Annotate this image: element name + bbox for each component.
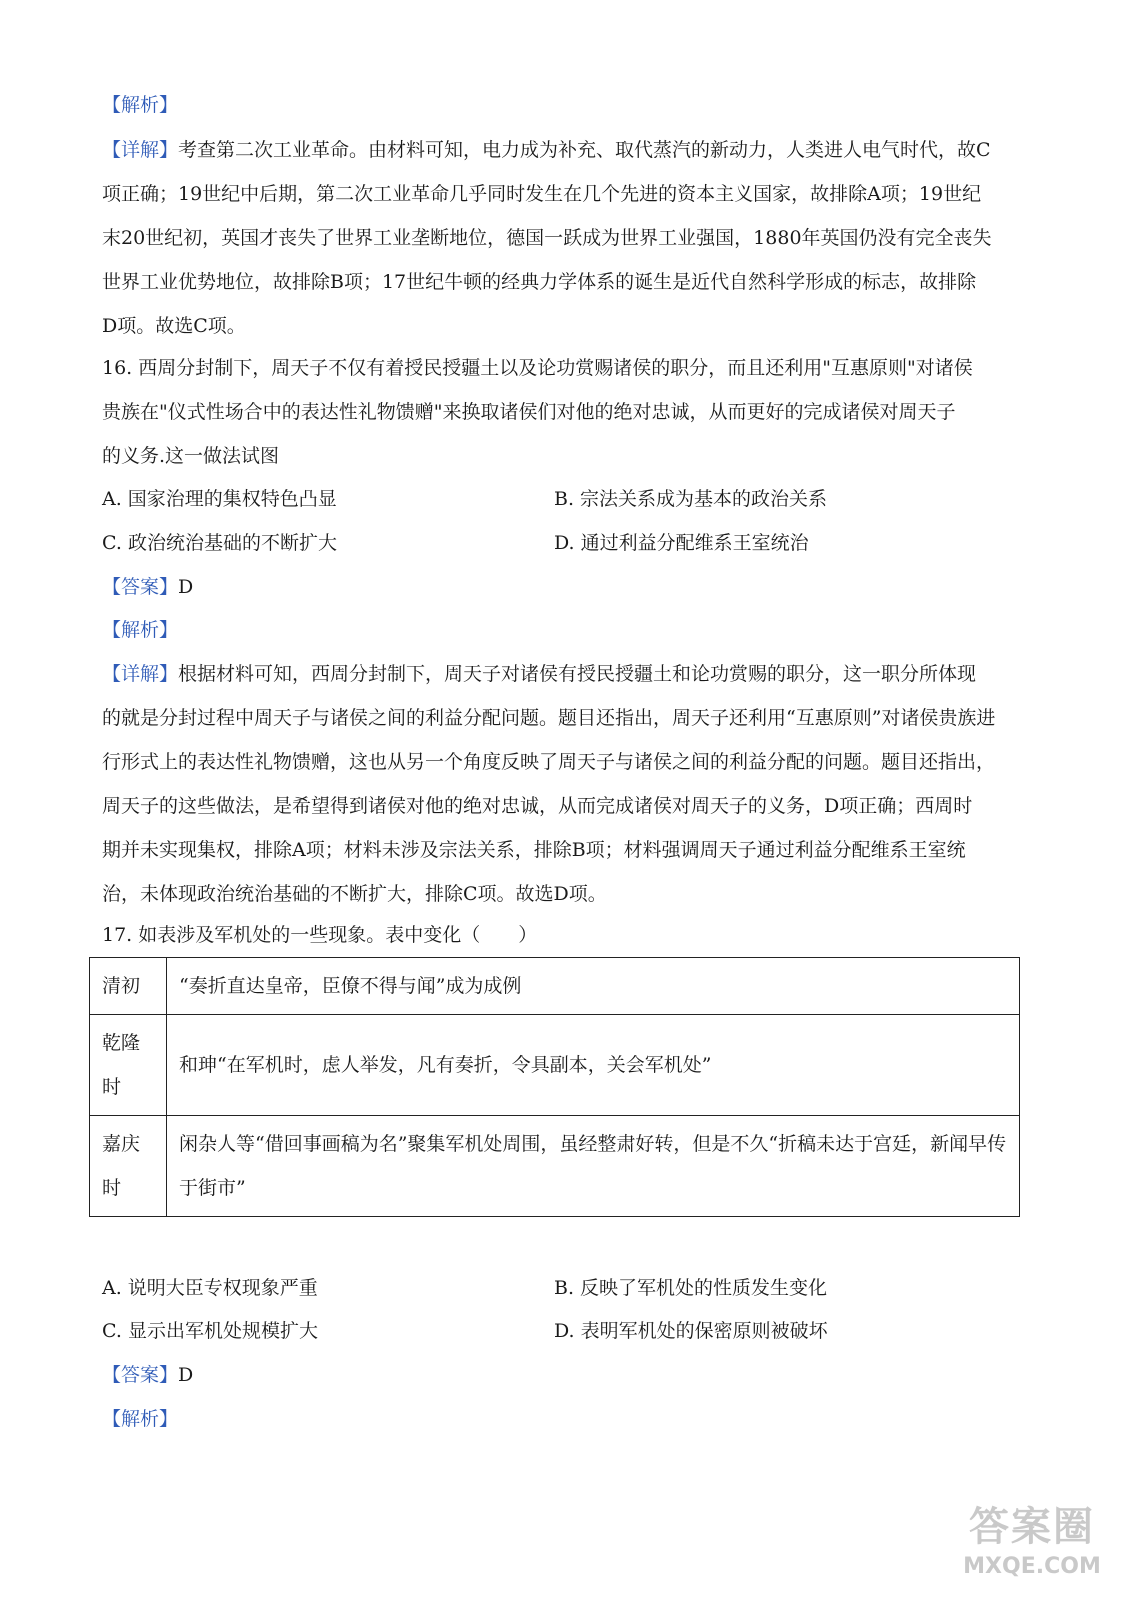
detail-block-16	[102, 652, 1012, 916]
q16-option-c: C. 政治统治基础的不断扩大	[102, 532, 337, 554]
answer-tag: 【答案】	[102, 1364, 179, 1386]
question-17-stem: 17. 如表涉及军机处的一些现象。表中变化（ ）	[102, 924, 538, 946]
text-cell: 闲杂人等“借回事画稿为名”聚集军机处周围，虽经整肃好转，但是不久“折稿未达于宫廷，新闻早传于街市”	[167, 1116, 1020, 1217]
detail-line: 世界工业优势地位，故排除B项；17世纪牛顿的经典力学体系的诞生是近代自然科学形成的标志，故排除	[102, 271, 977, 293]
detail-block-15	[102, 128, 1012, 348]
analysis-tag-15: 【解析】	[102, 94, 179, 116]
q17-option-c: C. 显示出军机处规模扩大	[102, 1320, 318, 1342]
table-row	[90, 958, 1020, 1015]
detail-line: 周天子的这些做法，是希望得到诸侯对他的绝对忠诚，从而完成诸侯对周天子的义务，D项正确；西周时	[102, 795, 973, 817]
q17-option-a: A. 说明大臣专权现象严重	[102, 1277, 318, 1299]
q16-option-b: B. 宗法关系成为基本的政治关系	[554, 488, 828, 510]
answer-tag: 【答案】	[102, 576, 179, 598]
watermark-url: MXQE.COM	[963, 1554, 1101, 1579]
detail-tag: 【详解】	[102, 139, 179, 161]
watermark-logo	[947, 1500, 1117, 1590]
military-council-table	[89, 957, 1020, 1217]
analysis-tag-16: 【解析】	[102, 619, 179, 641]
answer-value: D	[178, 1364, 194, 1386]
detail-tag: 【详解】	[102, 663, 179, 685]
detail-line: 末20世纪初，英国才丧失了世界工业垄断地位，德国一跃成为世界工业强国，1880年英国仍没有完全丧失	[102, 227, 992, 249]
q17-option-b: B. 反映了军机处的性质发生变化	[554, 1277, 828, 1299]
detail-line: D项。故选C项。	[102, 315, 246, 337]
detail-line: 治，未体现政治统治基础的不断扩大，排除C项。故选D项。	[102, 883, 607, 905]
text-cell: “奏折直达皇帝，臣僚不得与闻”成为成例	[167, 958, 1020, 1015]
detail-line: 行形式上的表达性礼物馈赠，这也从另一个角度反映了周天子与诸侯之间的利益分配的问题。题目还指出，	[102, 751, 996, 773]
q17-answer	[102, 1364, 1012, 1386]
detail-line: 项正确；19世纪中后期，第二次工业革命几乎同时发生在几个先进的资本主义国家，故排除A项；19世纪	[102, 183, 982, 205]
question-16-stem	[102, 346, 1012, 478]
table-row	[90, 1015, 1020, 1116]
text-cell: 和珅“在军机时，虑人举发，凡有奏折，令具副本，关会军机处”	[167, 1015, 1020, 1116]
stem-line: 贵族在"仪式性场合中的表达性礼物馈赠"来换取诸侯们对他的绝对忠诚，从而更好的完成诸侯对周天子	[102, 401, 956, 423]
detail-line: 期并未实现集权，排除A项；材料未涉及宗法关系，排除B项；材料强调周天子通过利益分配维系王室统	[102, 839, 966, 861]
q16-answer	[102, 576, 1012, 598]
analysis-tag-17: 【解析】	[102, 1408, 179, 1430]
q17-option-d: D. 表明军机处的保密原则被破坏	[554, 1320, 828, 1342]
detail-line: 的就是分封过程中周天子与诸侯之间的利益分配问题。题目还指出，周天子还利用“互惠原则”对诸侯贵族进	[102, 707, 996, 729]
table-row	[90, 1116, 1020, 1217]
era-cell: 嘉庆时	[90, 1116, 167, 1217]
q16-option-a: A. 国家治理的集权特色凸显	[102, 488, 337, 510]
detail-line: 【详解】根据材料可知，西周分封制下，周天子对诸侯有授民授疆土和论功赏赐的职分，这一职分所体现	[102, 663, 977, 685]
q16-option-d: D. 通过利益分配维系王室统治	[554, 532, 809, 554]
watermark-title: 答案圈	[969, 1504, 1095, 1550]
stem-line: 的义务.这一做法试图	[102, 445, 280, 467]
era-cell: 清初	[90, 958, 167, 1015]
stem-line: 16. 西周分封制下，周天子不仅有着授民授疆土以及论功赏赐诸侯的职分，而且还利用"互惠原则"对诸侯	[102, 357, 973, 379]
answer-value: D	[178, 576, 194, 598]
detail-line: 【详解】考查第二次工业革命。由材料可知，电力成为补充、取代蒸汽的新动力，人类进人电气时代，故C	[102, 139, 991, 161]
era-cell: 乾隆时	[90, 1015, 167, 1116]
